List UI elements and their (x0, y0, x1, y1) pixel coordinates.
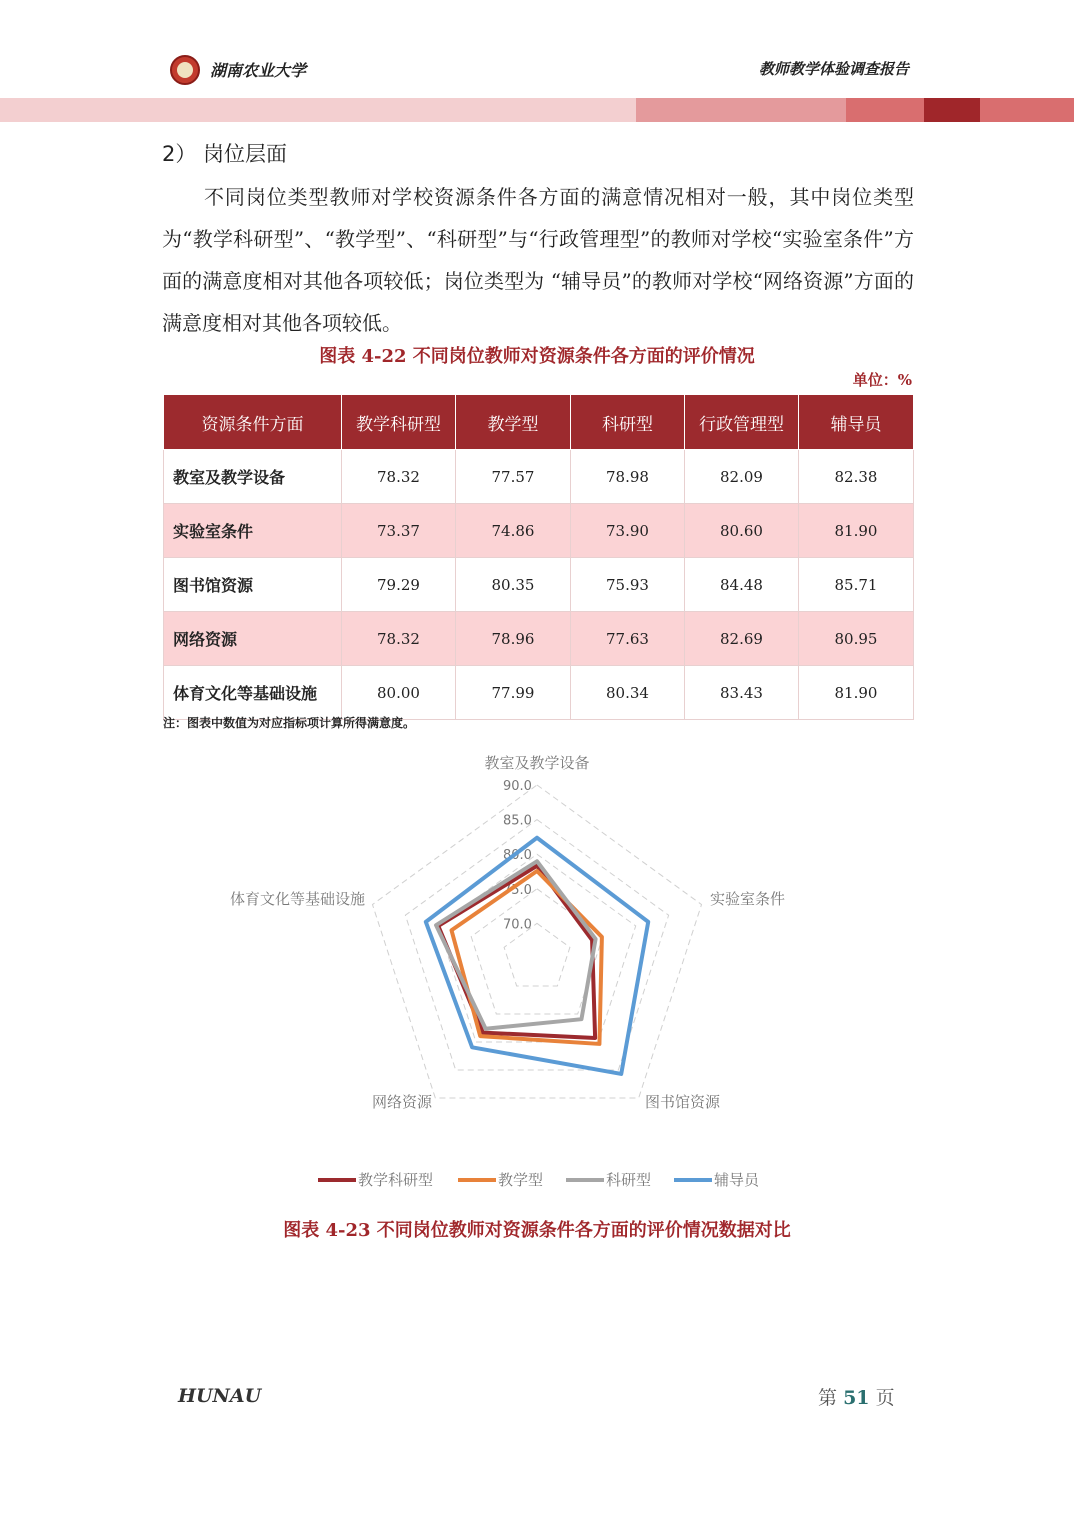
radar-tick-label: 75.0 (503, 882, 532, 898)
radar-axis-label: 体育文化等基础设施 (229, 890, 365, 908)
table-cell: 82.09 (685, 450, 799, 504)
table-header-row (164, 395, 914, 450)
header-band-red (846, 98, 924, 122)
header-cell: 行政管理型 (685, 395, 799, 450)
radar-ticks (503, 779, 532, 932)
university-seal-icon (170, 55, 200, 85)
page-suffix: 页 (875, 1387, 895, 1409)
radar-grid-ring (504, 923, 570, 986)
table-cell: 78.32 (342, 450, 456, 504)
page-number (818, 1383, 895, 1410)
radar-tick-label: 85.0 (503, 813, 532, 829)
radar-axis-label: 教室及教学设备 (484, 754, 590, 772)
radar-axis-label: 图书馆资源 (645, 1093, 721, 1111)
table-cell: 78.96 (456, 612, 571, 666)
radar-axis-labels (230, 754, 785, 1111)
header-band-mid (636, 98, 846, 122)
footer-logo-text: HUNAU (178, 1385, 262, 1407)
table-cell: 78.32 (342, 612, 456, 666)
table-cell: 84.48 (685, 558, 799, 612)
table-cell: 80.35 (456, 558, 571, 612)
header-cell: 科研型 (571, 395, 685, 450)
table-row (164, 558, 914, 612)
table-cell: 80.34 (571, 666, 685, 720)
table-cell: 73.37 (342, 504, 456, 558)
row-label: 实验室条件 (164, 504, 342, 558)
radar-axis-label: 实验室条件 (710, 890, 786, 908)
university-name: 湖南农业大学 (210, 61, 307, 80)
table-cell: 82.69 (685, 612, 799, 666)
table-cell: 75.93 (571, 558, 685, 612)
radar-series (426, 838, 648, 1074)
table-cell: 74.86 (456, 504, 571, 558)
radar-tick-label: 90.0 (503, 779, 532, 794)
table-cell: 79.29 (342, 558, 456, 612)
header-cell: 资源条件方面 (164, 395, 342, 450)
table-row (164, 612, 914, 666)
radar-axis-label: 网络资源 (371, 1093, 432, 1111)
header-band-end (980, 98, 1074, 122)
table-cell: 81.90 (799, 666, 914, 720)
legend-label: 辅导员 (714, 1171, 760, 1189)
unit-label: 单位：% (852, 371, 912, 389)
header-band-light (0, 98, 636, 122)
table-cell: 77.57 (456, 450, 571, 504)
table-cell: 80.60 (685, 504, 799, 558)
table-cell: 73.90 (571, 504, 685, 558)
header-cell: 辅导员 (799, 395, 914, 450)
table-row (164, 666, 914, 720)
radar-grid-ring (471, 889, 603, 1014)
table-row (164, 504, 914, 558)
table-caption: 图表 4-22 不同岗位教师对资源条件各方面的评价情况 (319, 346, 755, 367)
page-prefix: 第 (818, 1387, 838, 1409)
row-label: 图书馆资源 (164, 558, 342, 612)
legend-label: 科研型 (606, 1171, 652, 1189)
resource-table (163, 394, 914, 720)
table-cell: 77.63 (571, 612, 685, 666)
report-title: 教师教学体验调查报告 (758, 60, 909, 78)
body-paragraph: 不同岗位类型教师对学校资源条件各方面的满意情况相对一般，其中岗位类型为“教学科研型”、“教学型”、“科研型”与“行政管理型”的教师对学校“实验室条件”方面的满意度相对其他各项较低；岗位类型为 “辅导员”的教师对学校“网络资源”方面的满意度相对其他各项较低。 (162, 185, 914, 335)
row-label: 网络资源 (164, 612, 342, 666)
row-label: 体育文化等基础设施 (164, 666, 342, 720)
header-cell: 教学科研型 (342, 395, 456, 450)
table-cell: 83.43 (685, 666, 799, 720)
table-note: 注：图表中数值为对应指标项计算所得满意度。 (163, 716, 416, 730)
table-cell: 82.38 (799, 450, 914, 504)
table-cell: 78.98 (571, 450, 685, 504)
table-cell: 85.71 (799, 558, 914, 612)
table-row (164, 450, 914, 504)
radar-tick-label: 70.0 (503, 917, 532, 933)
header-band-dark (924, 98, 980, 122)
legend-label: 教学科研型 (358, 1171, 434, 1189)
radar-grid (372, 785, 701, 1098)
radar-chart (0, 740, 1074, 1220)
page-number-value: 51 (843, 1387, 870, 1409)
legend-label: 教学型 (498, 1171, 544, 1189)
table-cell: 81.90 (799, 504, 914, 558)
table-cell: 80.95 (799, 612, 914, 666)
radar-grid-ring (372, 785, 701, 1098)
section-title: 2） 岗位层面 (162, 142, 288, 166)
table-cell: 80.00 (342, 666, 456, 720)
header-cell: 教学型 (456, 395, 571, 450)
table-cell: 77.99 (456, 666, 571, 720)
row-label: 教室及教学设备 (164, 450, 342, 504)
chart-caption: 图表 4-23 不同岗位教师对资源条件各方面的评价情况数据对比 (283, 1220, 791, 1241)
chart-legend (318, 1171, 760, 1189)
radar-tick-label: 80.0 (503, 848, 532, 864)
